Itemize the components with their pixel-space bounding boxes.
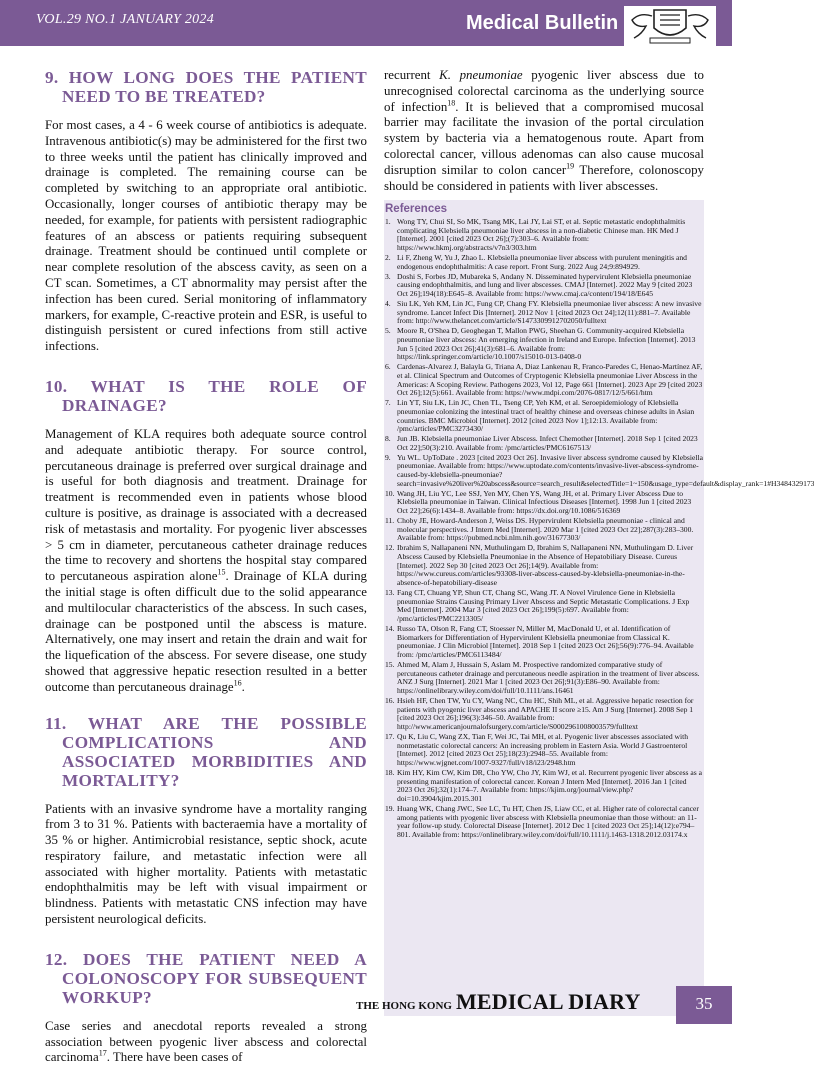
reference-text: Choby JE, Howard-Anderson J, Weiss DS. Hypervirulent Klebsiella pneumoniae - clinical and molecular perspectives. J Intern Med [Internet]. 2020 Mar 1 [cited 2023 Oct 22];287(3):283–300. Available from: https://pubmed.ncbi.nlm.nih.gov/31677303/ — [397, 516, 694, 543]
reference-item — [385, 435, 703, 452]
reference-item — [385, 452, 814, 489]
reference-text: Jun JB. Klebsiella pneumoniae Liver Abscess. Infect Chemother [Internet]. 2018 Sep 1 [cited 2023 Oct 22];50(3):210. Available from: /pmc/articles/PMC6167513/ — [397, 434, 698, 452]
crest-logo — [624, 6, 716, 46]
paragraph-section-11: Patients with an invasive syndrome have a mortality ranging from 3 to 31 %. Patients with bacteraemia have a mortality of 35 % or higher. Antimicrobial resistance, septic shock, acute respiratory failure, and metastatic infection were all associated with higher mortality. Patients with metastatic endophthalmitis may be left with visual impairment or blindness. Patients with metastatic CNS infection may have persistent neurological deficits. — [45, 801, 367, 927]
reference-number: 9. — [385, 452, 391, 462]
paragraph-section-10: Management of KLA requires both adequate source control and adequate antibiotic therapy. For source control, percutaneous drainage is preferred over surgical drainage and is useful for both diagnosis and treatment. Drainage for treatment is recommended even in patients whose blood culture is positive, as drainage is associated with a decreased risk of metastasis and mortality. For pyogenic liver abscesses > 5 cm in diameter, percutaneous catheter drainage reduces the time to recovery and shortens the hospital stay compared to percutaneous aspiration alone$^{15}$. Drainage of KLA during the initial stage is often difficult due to the solid appearance and multilocular characteristics of the abscess. In such cases, drainage can be postponed until the abscess is mature. Alternatively, one may insert and retain the drain and wait for the liquefication of the abscess. For severe disease, one study showed that aggressive hepatic resection resulted in a better outcome than percutaneous drainage$^{16}$. — [45, 426, 367, 694]
paragraph-section-12-continued: recurrent K. pneumoniae pyogenic liver abscess due to unrecognised colorectal carcinoma as the underlying source of infection$^{18}$. It is believed that a compromised mucosal barrier may facilitate the invasion of the portal circulation system by bacteria via a hematogenous route. Apart from colorectal cancer, villous adenomas can also cause mucosal disruption similar to colon cancer$^{19}$ Therefore, colonoscopy should be considered in patients with liver abscesses. — [384, 68, 704, 193]
references-title: References — [385, 203, 448, 215]
reference-text: Siu LK, Yeh KM, Lin JC, Fung CP, Chang FY. Klebsiella pneumoniae liver abscess: A new invasive syndrome. Lancet Infect Dis [Internet]. 2012 Nov 1 [cited 2023 Oct 24];12(11):881–7. Available from: http://www.thelancet.com/article/S1473309912702050/fulltext — [397, 298, 702, 326]
reference-item — [385, 661, 703, 696]
reference-item — [385, 327, 703, 362]
reference-number: 17. — [385, 732, 395, 742]
left-column — [45, 68, 367, 1078]
heading-section-9: 9. HOW LONG DOES THE PATIENT NEED TO BE TREATED? — [45, 68, 367, 106]
reference-item — [385, 625, 703, 660]
right-column — [384, 68, 704, 206]
reference-item — [385, 273, 703, 299]
reference-number: 10. — [385, 488, 395, 498]
paragraph-section-9: For most cases, a 4 - 6 week course of antibiotics is adequate. Intravenous antibiotic(s) may be administered for the first two to three weeks until the patient has clinically improved and drainage is completed. The remaining course can be completed by switching to an appropriate oral antibiotic. Occasionally, longer courses of antibiotic therapy may be needed, for example, for patients with persistent radiographic features of an abscess or patients requiring subsequent drainage. Treatment should be continued until complete or near complete resolution of the abscess cavity, as seen on a CT scan. Sometimes, a CT abnormality may persist after the infection has been cured. Serial monitoring of inflammatory markers, for example, C-reactive protein and ESR, is useful to distinguish persistent or cured infections from still active infections. — [45, 118, 367, 354]
reference-number: 11. — [385, 516, 395, 526]
reference-number: 15. — [385, 660, 395, 670]
heading-section-11: 11. WHAT ARE THE POSSIBLE COMPLICATIONS AND ASSOCIATED MORBIDITIES AND MORTALITY? — [45, 713, 367, 790]
heading-section-10: 10. WHAT IS THE ROLE OF DRAINAGE? — [45, 376, 367, 415]
reference-text: Qu K, Liu C, Wang ZX, Tian F, Wei JC, Tai MH, et al. Pyogenic liver abscesses associated with nonmetastatic colorectal cancers: An increasing problem in Eastern Asia. World J Gastroenterol [Internet]. 2012 [cited 2023 Oct 25];18(23):2948–55. Available from: https://www.wjgnet.com/1007-9327/full/v18/i23/2948.htm — [397, 732, 689, 768]
reference-number: 19. — [385, 804, 395, 814]
paragraph-section-12: Case series and anecdotal reports revealed a strong association between pyogenic liver abscess and colorectal carcinoma$^{17}$. There have been cases of — [45, 1018, 367, 1065]
reference-text: Fang CT, Chuang YP, Shun CT, Chang SC, Wang JT. A Novel Virulence Gene in Klebsiella pneumoniae Strains Causing Primary Liver Abscess and Septic Metastatic Complications. J Exp Med [Internet]. 2004 Mar 3 [cited 2023 Oct 26];199(5):697. Available from: /pmc/articles/PMC2213305/ — [397, 588, 690, 624]
reference-number: 2. — [385, 253, 391, 262]
reference-item — [385, 300, 703, 326]
reference-text: Ahmed M, Alam J, Hussain S, Aslam M. Prospective randomized comparative study of percutaneous catheter drainage and percutaneous needle aspiration in the treatment of liver abscess. ANZ J Surg [Internet]. 2021 Mar 1 [cited 2023 Oct 26];91(3):E86–90. Available from: https://onlinelibrary.wiley.com/doi/full/10.1111/ans.16461 — [397, 660, 700, 696]
reference-item — [385, 697, 703, 732]
reference-text: Li F, Zheng W, Yu J, Zhao L. Klebsiella pneumoniae liver abscess with purulent meningitis and endogenous endophthalmitis: A case report. Front Surg. 2022 Aug 24;9:894929. — [397, 253, 687, 271]
reference-number: 12. — [385, 543, 395, 553]
reference-text: Moore R, O'Shea D, Geoghegan T, Mallon PWG, Sheehan G. Community-acquired Klebsiella pneumoniae liver abscess: An emerging infection in Ireland and Europe. Infection [Internet]. 2013 Jun 5 [cited 2023 Oct 26];41(3):681–6. Available from: https://link.springer.com/article/10.1007/s15010-013-0408-0 — [397, 326, 696, 362]
reference-item — [385, 363, 703, 398]
issue-volume: VOL.29 NO.1 JANUARY 2024 — [36, 12, 215, 27]
reference-number: 14. — [385, 624, 395, 634]
reference-text: Ibrahim S, Nallapaneni NN, Muthulingam D, Ibrahim S, Nallapaneni NN, Muthulingam D. Liver Abscess Caused by Klebsiella Pneumoniae in the Absence of Hepatobiliary Disease. Cureus [Internet]. 2022 Sep 30 [cited 2023 Oct 26];14(9). Available from: https://www.cureus.com/articles/93308-liver-abscess-caused-by-klebsiella-pneumoniae-in-the-absence-of-hepatobiliary-disease — [397, 543, 694, 588]
reference-text: Yu WL. UpToDate . 2023 [cited 2023 Oct 26]. Invasive liver abscess syndrome caused by Klebsiella pneumoniae. Available from: https://www.uptodate.com/contents/invasive-liver-abscess-syndrome-caused-by-klebsiella-pneumoniae?search=invasive%20liver%20abscess&source=search_result&selectedTitle=1~150&usage_type=default&display_rank=1#H3484329173 — [397, 452, 814, 488]
reference-text: Russo TA, Olson R, Fang CT, Stoesser N, Miller M, MacDonald U, et al. Identification of Biomarkers for Differentiation of Hypervirulent Klebsiella pneumoniae from Classical K. pneumoniae. J Clin Microbiol [Internet]. 2018 Sep 1 [cited 2023 Oct 26];56(9):776–94. Available from: /pmc/articles/PMC6113484/ — [397, 624, 694, 660]
reference-item — [385, 218, 703, 253]
reference-item — [385, 589, 703, 624]
reference-number: 3. — [385, 271, 391, 281]
reference-item — [385, 517, 703, 543]
reference-item — [385, 254, 703, 271]
reference-item — [385, 805, 703, 840]
reference-number: 8. — [385, 434, 391, 444]
reference-text: Doshi S, Forbes JD, Mubareka S, Andany N. Disseminated hypervirulent Klebsiella pneumoniae causing endophthalmitis, and lung and liver abscesses. CMAJ [Internet]. 2022 May 9 [cited 2023 Oct 26];194(18):E645–8. Available from: https://www.cmaj.ca/content/194/18/E645 — [397, 271, 693, 298]
reference-number: 7. — [385, 398, 391, 408]
reference-item — [385, 733, 703, 768]
references-list — [385, 217, 814, 841]
reference-text: Huang WK, Chang JWC, See LC, Tu HT, Chen JS, Liaw CC, et al. Higher rate of colorectal cancer among patients with pyogenic liver abscess with Klebsiella pneumoniae than those without: an 11-year follow-up study. Colorectal Disease [Internet]. 2012 Dec 1 [cited 2023 Oct 25];14(12):e794–801. Available from: https://onlinelibrary.wiley.com/doi/full/10.1111/j.1463-1318.2012.03174.x — [397, 804, 699, 840]
heading-section-12: 12. DOES THE PATIENT NEED A COLONOSCOPY FOR SUBSEQUENT WORKUP? — [45, 949, 367, 1007]
reference-number: 16. — [385, 696, 395, 706]
publication-brand: THE HONG KONG MEDICAL DIARY — [356, 989, 641, 1014]
reference-item — [385, 490, 703, 516]
reference-number: 5. — [385, 326, 391, 336]
reference-number: 13. — [385, 588, 395, 598]
reference-text: Kim HY, Kim CW, Kim DR, Cho YW, Cho JY, Kim WJ, et al. Recurrent pyogenic liver abscess as a presenting manifestation of colorectal cancer. Korean J Intern Med [Internet]. 2016 Jan 1 [cited 2023 Oct 26];32(1):174–7. Available from: https://kjim.org/journal/view.php?doi=10.3904/kjim.2015.301 — [397, 768, 702, 804]
reference-number: 6. — [385, 362, 391, 372]
reference-text: Cardenas-Alvarez J, Balayla G, Triana A, Diaz Lankenau R, Franco-Paredes C, Henao-Martínez AF, et al. Clinical Spectrum and Outcomes of Cryptogenic Klebsiella pneumoniae Liver Abscess in the Americas: A Scoping Review. Pathogens 2023, Vol 12, Page 661 [Internet]. 2023 Apr 29 [cited 2023 Oct 26];12(5):661. Available from: https://www.mdpi.com/2076-0817/12/5/661/htm — [397, 362, 703, 398]
reference-text: Lin YT, Siu LK, Lin JC, Chen TL, Tseng CP, Yeh KM, et al. Seroepidemiology of Klebsiella pneumoniae colonizing the intestinal tract of healthy chinese and overseas chinese adults in Asian countries. BMC Microbiol [Internet]. 2012 [cited 2023 Nov 1];12:13. Available from: /pmc/articles/PMC3273430/ — [397, 398, 695, 434]
reference-item — [385, 399, 703, 434]
reference-text: Wang JH, Liu YC, Lee SSJ, Yen MY, Chen YS, Wang JH, et al. Primary Liver Abscess Due to Klebsiella pneumoniae in Taiwan. Clinical Infectious Diseases [Internet]. 1998 Jun 1 [cited 2023 Oct 22];26(6):1434–8. Available from: https://dx.doi.org/10.1086/516369 — [397, 488, 692, 516]
reference-item — [385, 544, 703, 588]
reference-text: Wong TY, Chui SI, So MK, Tsang MK, Lai JY, Lai ST, et al. Septic metastatic endophthalmitis complicating Klebsiella pneumoniae liver abscess in a non-diabetic Chinese man. HK Med J [Internet]. 2001 [cited 2023 Oct 26];(7):303–6. Available from: https://www.hkmj.org/abstracts/v7n3/303.htm — [397, 217, 686, 253]
reference-number: 1. — [385, 217, 391, 226]
reference-number: 18. — [385, 768, 395, 778]
page-number: 35 — [695, 994, 713, 1013]
reference-number: 4. — [385, 298, 391, 308]
reference-text: Hsieh HF, Chen TW, Yu CY, Wang NC, Chu HC, Shih ML, et al. Aggressive hepatic resection for patients with pyogenic liver abscess and APACHE II score ≥15. Am J Surg [Internet]. 2008 Sep 1 [cited 2023 Oct 26];196(3):346–50. Available from: http://www.americanjournalofsurgery.com/article/S0002961008003579/fulltext — [397, 696, 694, 732]
reference-item — [385, 769, 703, 804]
section-title: Medical Bulletin — [466, 12, 619, 34]
